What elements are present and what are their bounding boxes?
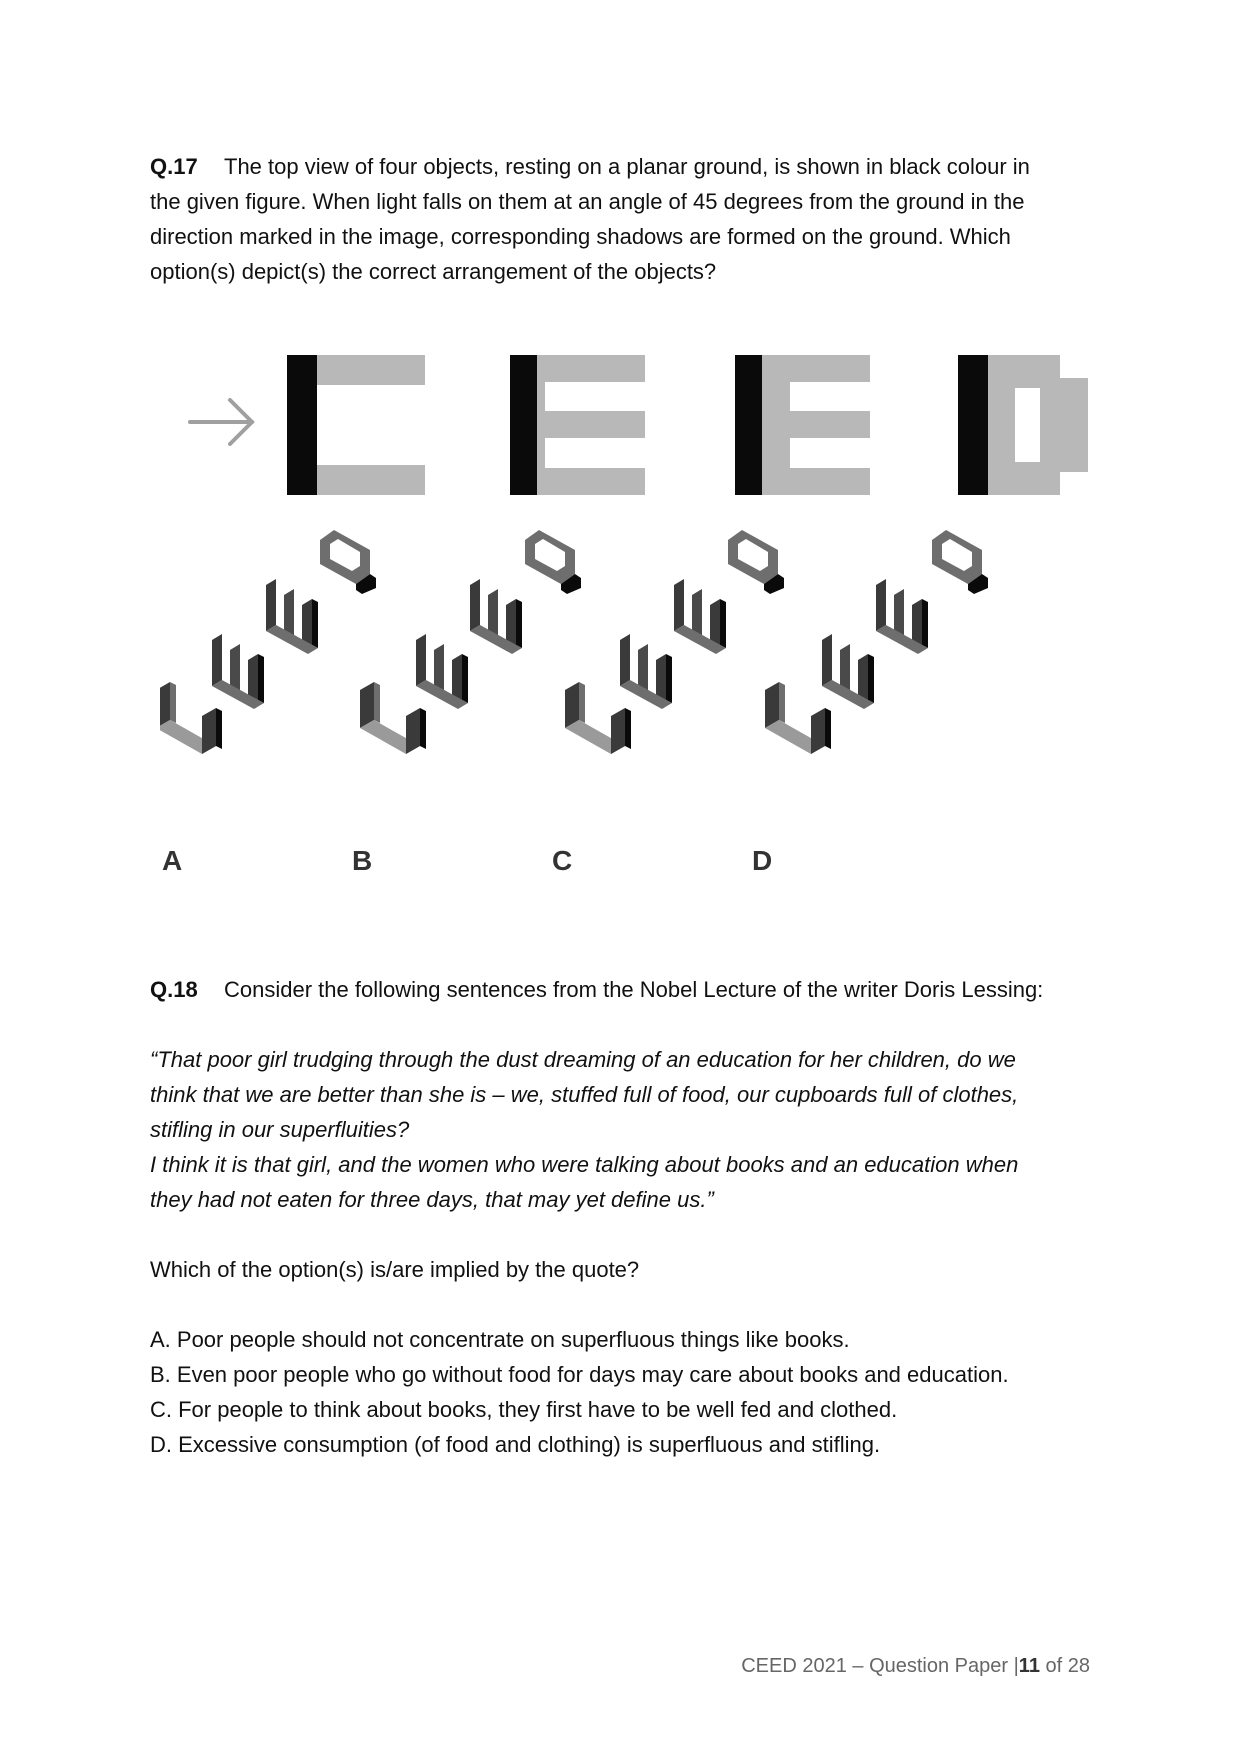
quote-line: think that we are better than she is – we, stuffed full of food, our cupboards full of clothes, (150, 1082, 1019, 1107)
page-footer (741, 1655, 1090, 1678)
option-d: D. Excessive consumption (of food and clothing) is superfluous and stifling. (150, 1432, 881, 1457)
quote-line: “That poor girl trudging through the dust dreaming of an education for her children, do we (150, 1047, 1016, 1072)
option-b-figure (360, 530, 581, 754)
option-label-b: B (352, 845, 373, 876)
quote-line: they had not eaten for three days, that may yet define us.” (150, 1187, 714, 1212)
option-a: A. Poor people should not concentrate on superfluous things like books. (150, 1327, 850, 1352)
question-17 (150, 149, 1090, 289)
quote-block (150, 1042, 1090, 1217)
question-17-figure (160, 320, 1110, 890)
question-17-line-4: option(s) depict(s) the correct arrangement of the objects? (150, 259, 717, 284)
option-a-figure (160, 530, 376, 754)
top-view-d (958, 355, 1088, 495)
top-view-e-1 (510, 355, 645, 495)
top-view-e-2 (735, 355, 870, 495)
question-17-line-3: direction marked in the image, corresponding shadows are formed on the ground. Which (150, 224, 1011, 249)
option-label-c: C (552, 845, 573, 876)
quote-line: stifling in our superfluities? (150, 1117, 410, 1142)
question-17-line-1: Q.17 The top view of four objects, resting on a planar ground, is shown in black colour in (150, 149, 1090, 184)
top-view-c (287, 355, 425, 495)
quote-line: I think it is that girl, and the women who were talking about books and an education when (150, 1152, 1019, 1177)
page-number: 11 (1018, 1655, 1040, 1677)
question-18-intro: Q.18 Consider the following sentences from the Nobel Lecture of the writer Doris Lessing: (150, 972, 1090, 1007)
question-number: Q.17 (150, 154, 198, 179)
option-b: B. Even poor people who go without food for days may care about books and education. (150, 1362, 1009, 1387)
option-label-d: D (752, 845, 773, 876)
arrow-right-icon (190, 400, 252, 444)
footer-title: CEED 2021 – Question Paper | (741, 1655, 1019, 1677)
question-number: Q.18 (150, 977, 198, 1002)
question-18 (150, 972, 1090, 1462)
page-total: of 28 (1039, 1655, 1090, 1677)
option-c: C. For people to think about books, they first have to be well fed and clothed. (150, 1397, 898, 1422)
option-d-figure (765, 530, 988, 754)
option-c-figure (565, 530, 784, 754)
question-17-line-2: the given figure. When light falls on them at an angle of 45 degrees from the ground in the (150, 189, 1025, 214)
question-18-prompt: Which of the option(s) is/are implied by the quote? (150, 1257, 640, 1282)
answer-options (150, 1322, 1090, 1462)
option-label-a: A (162, 845, 183, 876)
